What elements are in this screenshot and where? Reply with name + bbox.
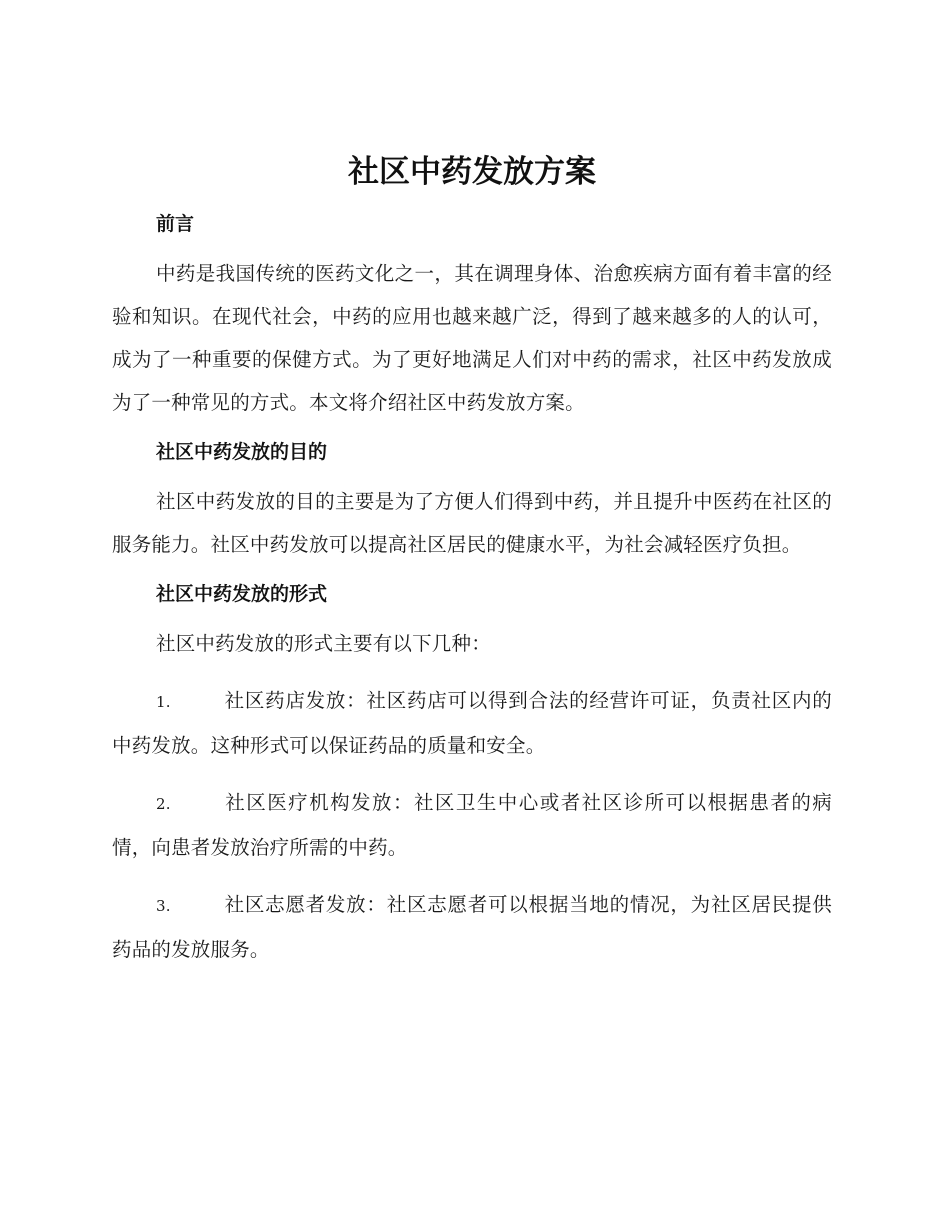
list-item bbox=[112, 679, 832, 767]
document-title: 社区中药发放方案 bbox=[348, 154, 596, 190]
preface-paragraph: 中药是我国传统的医药文化之一，其在调理身体、治愈疾病方面有着丰富的经验和知识。在现代社会，中药的应用也越来越广泛，得到了越来越多的人的认可，成为了一种重要的保健方式。为了更好地满足人们对中药的需求，社区中药发放成为了一种常见的方式。本文将介绍社区中药发放方案。 bbox=[112, 262, 832, 414]
list-item bbox=[112, 883, 832, 971]
list-item-text: 社区医疗机构发放：社区卫生中心或者社区诊所可以根据患者的病情，向患者发放治疗所需的中药。 bbox=[112, 791, 832, 859]
forms-intro-paragraph: 社区中药发放的形式主要有以下几种： bbox=[156, 632, 491, 655]
list-item-number: 1. bbox=[156, 693, 171, 711]
list-item bbox=[112, 781, 832, 869]
list-item-text: 社区志愿者发放：社区志愿者可以根据当地的情况，为社区居民提供药品的发放服务。 bbox=[112, 893, 832, 961]
list-item-number: 2. bbox=[156, 795, 171, 813]
purpose-paragraph: 社区中药发放的目的主要是为了方便人们得到中药，并且提升中医药在社区的服务能力。社区中药发放可以提高社区居民的健康水平，为社会减轻医疗负担。 bbox=[112, 490, 832, 556]
section-heading-preface: 前言 bbox=[156, 213, 195, 235]
document-page bbox=[112, 150, 832, 971]
section-heading-purpose: 社区中药发放的目的 bbox=[156, 441, 328, 463]
list-item-number: 3. bbox=[156, 897, 171, 915]
section-heading-forms: 社区中药发放的形式 bbox=[156, 583, 328, 605]
list-item-text: 社区药店发放：社区药店可以得到合法的经营许可证，负责社区内的中药发放。这种形式可以保证药品的质量和安全。 bbox=[112, 689, 832, 757]
